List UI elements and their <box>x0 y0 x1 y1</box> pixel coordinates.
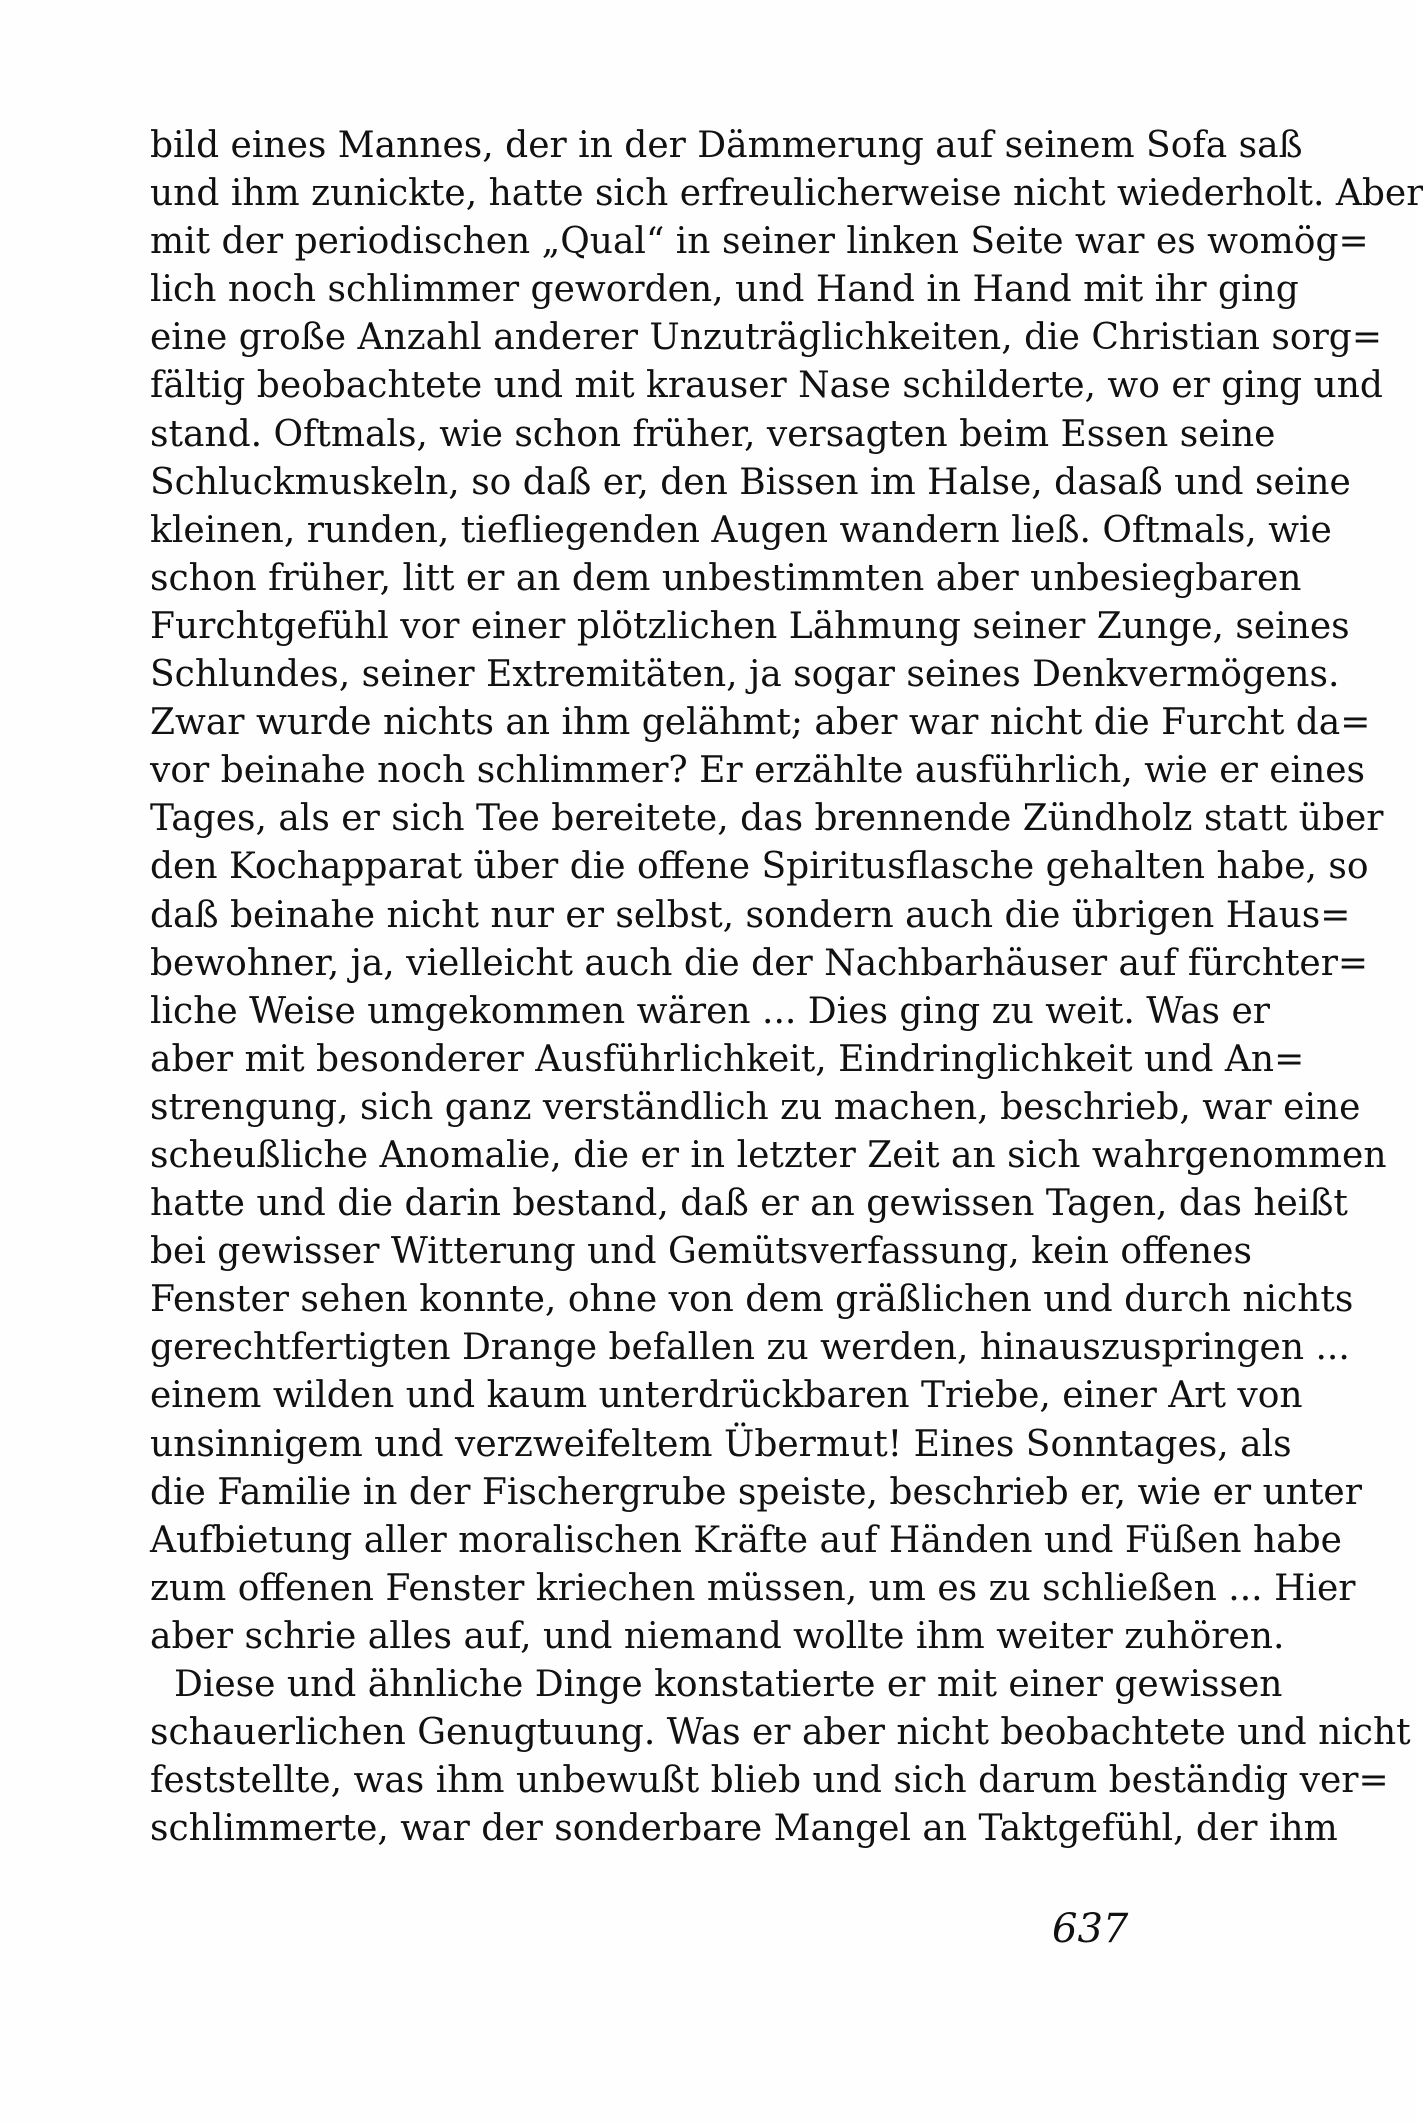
text-line: schon früher, litt er an dem unbestimmten aber unbesiegbaren <box>150 557 1302 599</box>
text-line: daß beinahe nicht nur er selbst, sondern auch die übrigen Haus= <box>150 894 1351 936</box>
text-line: die Familie in der Fischergrube speiste, beschrieb er, wie er unter <box>150 1471 1362 1513</box>
text-line: liche Weise umgekommen wären ... Dies ging zu weit. Was er <box>150 990 1270 1032</box>
text-line: schauerlichen Genugtuung. Was er aber nicht beobachtete und nicht <box>150 1712 1411 1754</box>
text-line: schlimmerte, war der sonderbare Mangel an Taktgefühl, der ihm <box>150 1808 1338 1850</box>
text-line: bild eines Mannes, der in der Dämmerung auf seinem Sofa saß <box>150 125 1303 166</box>
body-text <box>150 122 1423 1853</box>
text-line: scheußliche Anomalie, die er in letzter Zeit an sich wahrgenommen <box>150 1134 1387 1176</box>
text-line: vor beinahe noch schlimmer? Er erzählte ausführlich, wie er eines <box>150 750 1366 792</box>
text-line: Fenster sehen konnte, ohne von dem gräßlichen und durch nichts <box>150 1279 1354 1321</box>
text-line: strengung, sich ganz verständlich zu machen, beschrieb, war eine <box>150 1086 1361 1128</box>
text-line: Schluckmuskeln, so daß er, den Bissen im Halse, dasaß und seine <box>150 461 1351 503</box>
text-line: unsinnigem und verzweifeltem Übermut! Eines Sonntages, als <box>150 1423 1292 1465</box>
paragraph-end-line: aber schrie alles auf, und niemand wollte ihm weiter zuhören. <box>150 1615 1285 1657</box>
text-line: kleinen, runden, tiefliegenden Augen wandern ließ. Oftmals, wie <box>150 509 1332 551</box>
text-line: und ihm zunickte, hatte sich erfreulicherweise nicht wiederholt. Aber <box>150 173 1423 215</box>
text-line: stand. Oftmals, wie schon früher, versagten beim Essen seine <box>150 413 1276 455</box>
text-line: hatte und die darin bestand, daß er an gewissen Tagen, das heißt <box>150 1183 1348 1225</box>
text-line: bewohner, ja, vielleicht auch die der Nachbarhäuser auf fürchter= <box>150 942 1369 984</box>
text-line: Diese und ähnliche Dinge konstatierte er mit einer gewissen <box>174 1664 1283 1705</box>
text-line: Schlundes, seiner Extremitäten, ja sogar seines Denkvermögens. <box>150 654 1340 696</box>
page-number: 637 <box>1052 1906 1129 1952</box>
text-line: mit der periodischen „Qual“ in seiner linken Seite war es womög= <box>150 221 1369 263</box>
text-line: den Kochapparat über die offene Spiritusflasche gehalten habe, so <box>150 846 1369 888</box>
text-line: feststellte, was ihm unbewußt blieb und sich darum beständig ver= <box>150 1760 1389 1802</box>
text-line: gerechtfertigten Drange befallen zu werden, hinauszuspringen ... <box>150 1327 1350 1369</box>
text-line: fältig beobachtete und mit krauser Nase schilderte, wo er ging und <box>150 365 1383 407</box>
text-line: bei gewisser Witterung und Gemütsverfassung, kein offenes <box>150 1231 1252 1273</box>
text-line: Furchtgefühl vor einer plötzlichen Lähmung seiner Zunge, seines <box>150 605 1350 647</box>
text-line: Aufbietung aller moralischen Kräfte auf Händen und Füßen habe <box>150 1519 1342 1561</box>
text-line: Tages, als er sich Tee bereitete, das brennende Zündholz statt über <box>150 798 1384 840</box>
text-line: aber mit besonderer Ausführlichkeit, Eindringlichkeit und An= <box>150 1038 1305 1080</box>
text-line: einem wilden und kaum unterdrückbaren Triebe, einer Art von <box>150 1375 1303 1417</box>
text-line: eine große Anzahl anderer Unzuträglichkeiten, die Christian sorg= <box>150 317 1382 359</box>
text-line: Zwar wurde nichts an ihm gelähmt; aber war nicht die Furcht da= <box>150 702 1371 744</box>
text-line: zum offenen Fenster kriechen müssen, um es zu schließen ... Hier <box>150 1567 1356 1609</box>
text-line: lich noch schlimmer geworden, und Hand in Hand mit ihr ging <box>150 269 1299 311</box>
